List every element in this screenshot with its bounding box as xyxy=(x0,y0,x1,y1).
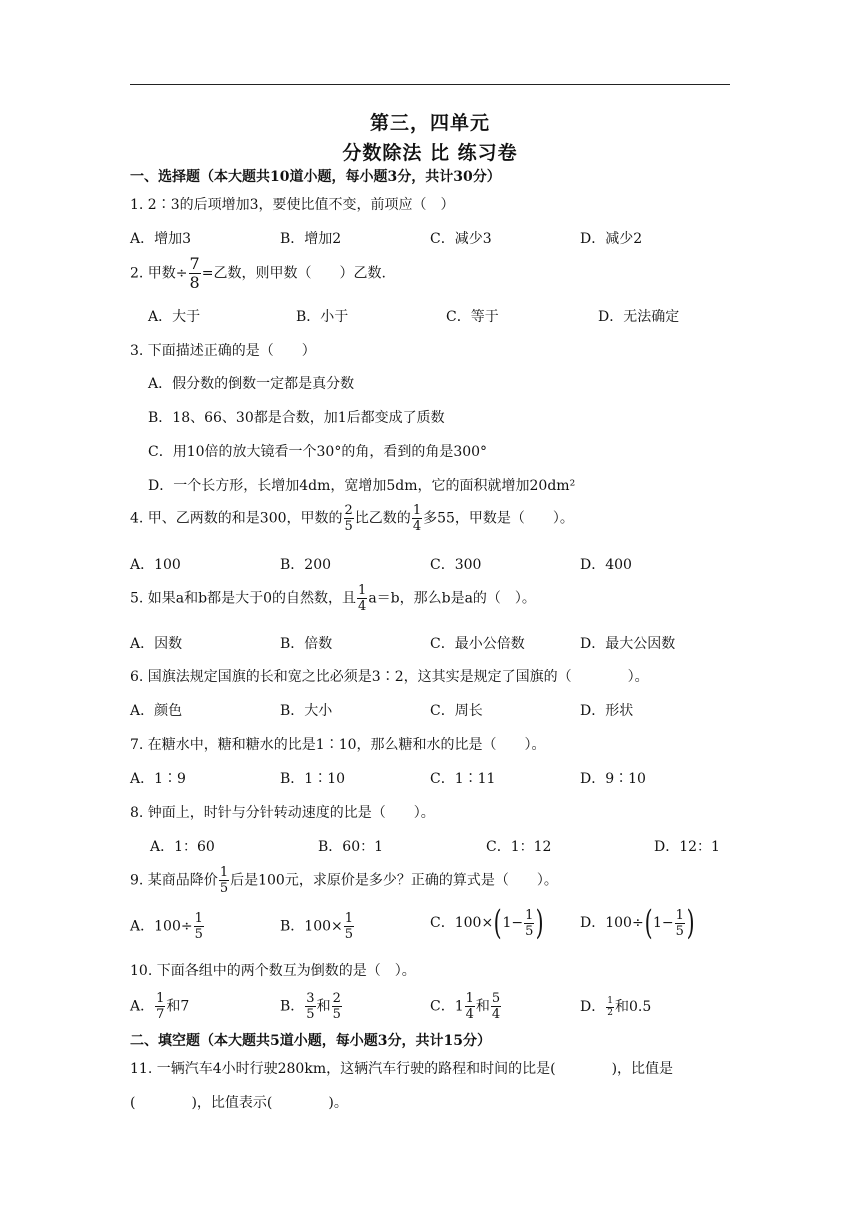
q4-option-c: C．300 xyxy=(430,557,482,573)
fraction-denominator: 2 xyxy=(607,1007,613,1018)
q9-option-d xyxy=(580,903,695,943)
q2-option-c: C．等于 xyxy=(446,309,499,325)
option-tail: 7 xyxy=(180,998,190,1015)
q5-fraction xyxy=(357,584,367,613)
option-fraction xyxy=(524,909,534,938)
option-fraction xyxy=(332,992,342,1021)
q8-option-b: B．60：1 xyxy=(318,839,384,855)
fraction-numerator: 1 xyxy=(675,907,684,923)
option-fraction xyxy=(675,909,685,938)
fraction-denominator: 5 xyxy=(306,1007,315,1022)
fraction-numerator: 1 xyxy=(344,911,354,926)
option-label: A． xyxy=(130,998,155,1015)
q5-option-c: C．最小公倍数 xyxy=(430,636,525,652)
q1-option-d: D．减少2 xyxy=(580,231,643,247)
q4-fraction-2 xyxy=(412,504,422,533)
right-paren: ) xyxy=(536,903,544,943)
fraction-denominator: 5 xyxy=(332,1007,341,1022)
option-whole: 1 xyxy=(454,998,464,1015)
q2-fraction xyxy=(189,256,201,291)
q8-option-a: A．1：60 xyxy=(150,839,215,855)
question-11-line-1: 11. 一辆汽车4小时行驶280km，这辆汽车行驶的路程和时间的比是( )，比值是 xyxy=(130,1061,674,1077)
fraction-denominator: 4 xyxy=(465,1007,474,1022)
q4-post: 多55，甲数是（ ）。 xyxy=(423,510,574,527)
q9-option-c xyxy=(430,903,545,943)
q7-option-c: C．1∶11 xyxy=(430,771,496,787)
header-rule xyxy=(130,84,730,85)
fraction-denominator: 7 xyxy=(156,1007,165,1022)
q9-post: 后是100元，求原价是多少？正确的算式是（ ）。 xyxy=(230,872,558,889)
fraction-numerator: 1 xyxy=(156,991,165,1006)
q5-post: a＝b，那么b是a的（ ）。 xyxy=(368,590,536,607)
q10-option-a xyxy=(130,992,189,1021)
q2-option-d: D．无法确定 xyxy=(598,309,680,325)
q10-option-d xyxy=(580,996,651,1018)
fraction-denominator: 4 xyxy=(412,519,422,534)
q10-option-c xyxy=(430,992,502,1021)
q4-fraction-1 xyxy=(344,504,354,533)
fraction-denominator: 5 xyxy=(219,881,229,896)
option-fraction xyxy=(465,992,475,1021)
fraction-numerator: 1 xyxy=(358,583,367,598)
fraction-denominator: 5 xyxy=(675,923,684,939)
q7-option-b: B．1∶10 xyxy=(280,771,346,787)
option-label: B． xyxy=(280,998,305,1015)
page-title: 第三，四单元 xyxy=(369,112,490,134)
option-and: 和 xyxy=(166,998,181,1015)
q6-option-a: A．颜色 xyxy=(130,703,183,719)
option-expression: 100÷ xyxy=(154,918,193,935)
q1-option-c: C．减少3 xyxy=(430,231,492,247)
fraction-numerator: 1 xyxy=(525,907,534,923)
option-label: C． xyxy=(430,915,455,931)
q4-option-b: B．200 xyxy=(280,557,332,573)
q5-option-b: B．倍数 xyxy=(280,636,333,652)
option-fraction xyxy=(606,997,614,1018)
q2-pre: 2. 甲数÷ xyxy=(130,265,188,282)
question-4 xyxy=(130,504,574,533)
q5-option-a: A．因数 xyxy=(130,636,183,652)
question-6: 6. 国旗法规定国旗的长和宽之比必须是3∶2，这其实是规定了国旗的（ ）。 xyxy=(130,669,649,685)
left-paren: ( xyxy=(493,903,502,943)
q9-pre: 9. 某商品降价 xyxy=(130,872,218,889)
fraction-numerator: 1 xyxy=(607,995,613,1006)
q2-option-a: A．大于 xyxy=(148,309,201,325)
right-paren: ) xyxy=(686,903,695,943)
q9-option-b xyxy=(280,912,355,941)
q2-option-b: B．小于 xyxy=(296,309,349,325)
fraction-numerator: 1 xyxy=(194,911,203,926)
option-expression: 100× xyxy=(304,918,343,935)
q7-option-d: D．9∶10 xyxy=(580,771,646,787)
q8-option-c: C．1：12 xyxy=(486,839,552,855)
q6-option-d: D．形状 xyxy=(580,703,634,719)
q7-option-a: A．1∶9 xyxy=(130,771,186,787)
question-2 xyxy=(130,256,386,291)
q3-option-d: D．一个长方形，长增加4dm，宽增加5dm，它的面积就增加20dm² xyxy=(148,478,576,494)
fraction-denominator: 4 xyxy=(358,599,367,614)
question-11-line-2: ( )，比值表示( )。 xyxy=(130,1095,348,1111)
question-7: 7. 在糖水中，糖和糖水的比是1∶10，那么糖和水的比是（ ）。 xyxy=(130,737,546,753)
q8-option-d: D．12：1 xyxy=(654,839,720,855)
page-subtitle: 分数除法 比 练习卷 xyxy=(342,142,518,164)
option-and: 和 xyxy=(475,998,490,1015)
option-fraction xyxy=(155,992,165,1021)
q4-mid: 比乙数的 xyxy=(354,510,411,527)
q6-option-b: B．大小 xyxy=(280,703,333,719)
option-fraction xyxy=(344,912,354,941)
left-paren: ( xyxy=(644,903,653,943)
fraction-denominator: 4 xyxy=(491,1007,501,1022)
question-1: 1. 2∶3的后项增加3，要使比值不变，前项应（ ） xyxy=(130,197,455,213)
fraction-numerator: 1 xyxy=(219,865,229,880)
option-expression: 100÷ xyxy=(605,915,644,931)
q1-option-a: A．增加3 xyxy=(130,231,192,247)
q4-option-d: D．400 xyxy=(580,557,632,573)
fraction-numerator: 7 xyxy=(189,254,200,273)
q4-option-a: A．100 xyxy=(130,557,181,573)
q3-option-b: B．18、66、30都是合数，加1后都变成了质数 xyxy=(148,410,445,426)
option-label: D． xyxy=(580,915,606,931)
option-expression: 100× xyxy=(454,915,494,931)
option-fraction xyxy=(305,992,315,1021)
option-and: 和 xyxy=(614,999,629,1015)
option-fraction xyxy=(491,992,501,1021)
q3-option-a: A．假分数的倒数一定都是真分数 xyxy=(148,376,355,392)
question-8: 8. 钟面上，时针与分针转动速度的比是（ ）。 xyxy=(130,805,435,821)
option-label: B． xyxy=(280,918,305,935)
q4-pre: 4. 甲、乙两数的和是300，甲数的 xyxy=(130,510,343,527)
question-10: 10. 下面各组中的两个数互为倒数的是（ ）。 xyxy=(130,963,416,979)
section-heading-fill: 二、填空题（本大题共5道小题，每小题3分，共计15分） xyxy=(130,1033,491,1049)
q9-fraction xyxy=(219,866,229,895)
option-and: 和 xyxy=(316,998,331,1015)
fraction-numerator: 1 xyxy=(465,991,474,1006)
fraction-denominator: 5 xyxy=(344,927,354,942)
fraction-numerator: 2 xyxy=(344,503,353,518)
q1-option-b: B．增加2 xyxy=(280,231,342,247)
fraction-numerator: 1 xyxy=(412,503,422,518)
question-3: 3. 下面描述正确的是（ ） xyxy=(130,343,316,359)
fraction-numerator: 3 xyxy=(306,991,315,1006)
option-tail: 0.5 xyxy=(628,999,652,1015)
option-inner: 1− xyxy=(502,915,524,931)
fraction-denominator: 8 xyxy=(189,273,200,292)
q10-option-b xyxy=(280,992,343,1021)
q3-option-c: C．用10倍的放大镜看一个30°的角，看到的角是300° xyxy=(148,444,488,460)
q5-option-d: D．最大公因数 xyxy=(580,636,676,652)
fraction-numerator: 5 xyxy=(491,991,501,1006)
question-5 xyxy=(130,584,536,613)
option-label: A． xyxy=(130,918,155,935)
q6-option-c: C．周长 xyxy=(430,703,483,719)
fraction-denominator: 5 xyxy=(344,519,353,534)
option-label: C． xyxy=(430,998,455,1015)
fraction-denominator: 5 xyxy=(194,927,203,942)
q2-post: =乙数，则甲数（ ）乙数. xyxy=(201,265,386,282)
option-fraction xyxy=(194,912,204,941)
question-9 xyxy=(130,866,558,895)
fraction-numerator: 2 xyxy=(332,991,341,1006)
q5-pre: 5. 如果a和b都是大于0的自然数，且 xyxy=(130,590,357,607)
option-label: D． xyxy=(580,999,606,1015)
q9-option-a xyxy=(130,912,205,941)
fraction-denominator: 5 xyxy=(525,923,534,939)
option-inner: 1− xyxy=(652,915,674,931)
section-heading-choice: 一、选择题（本大题共10道小题，每小题3分，共计30分） xyxy=(130,169,501,185)
